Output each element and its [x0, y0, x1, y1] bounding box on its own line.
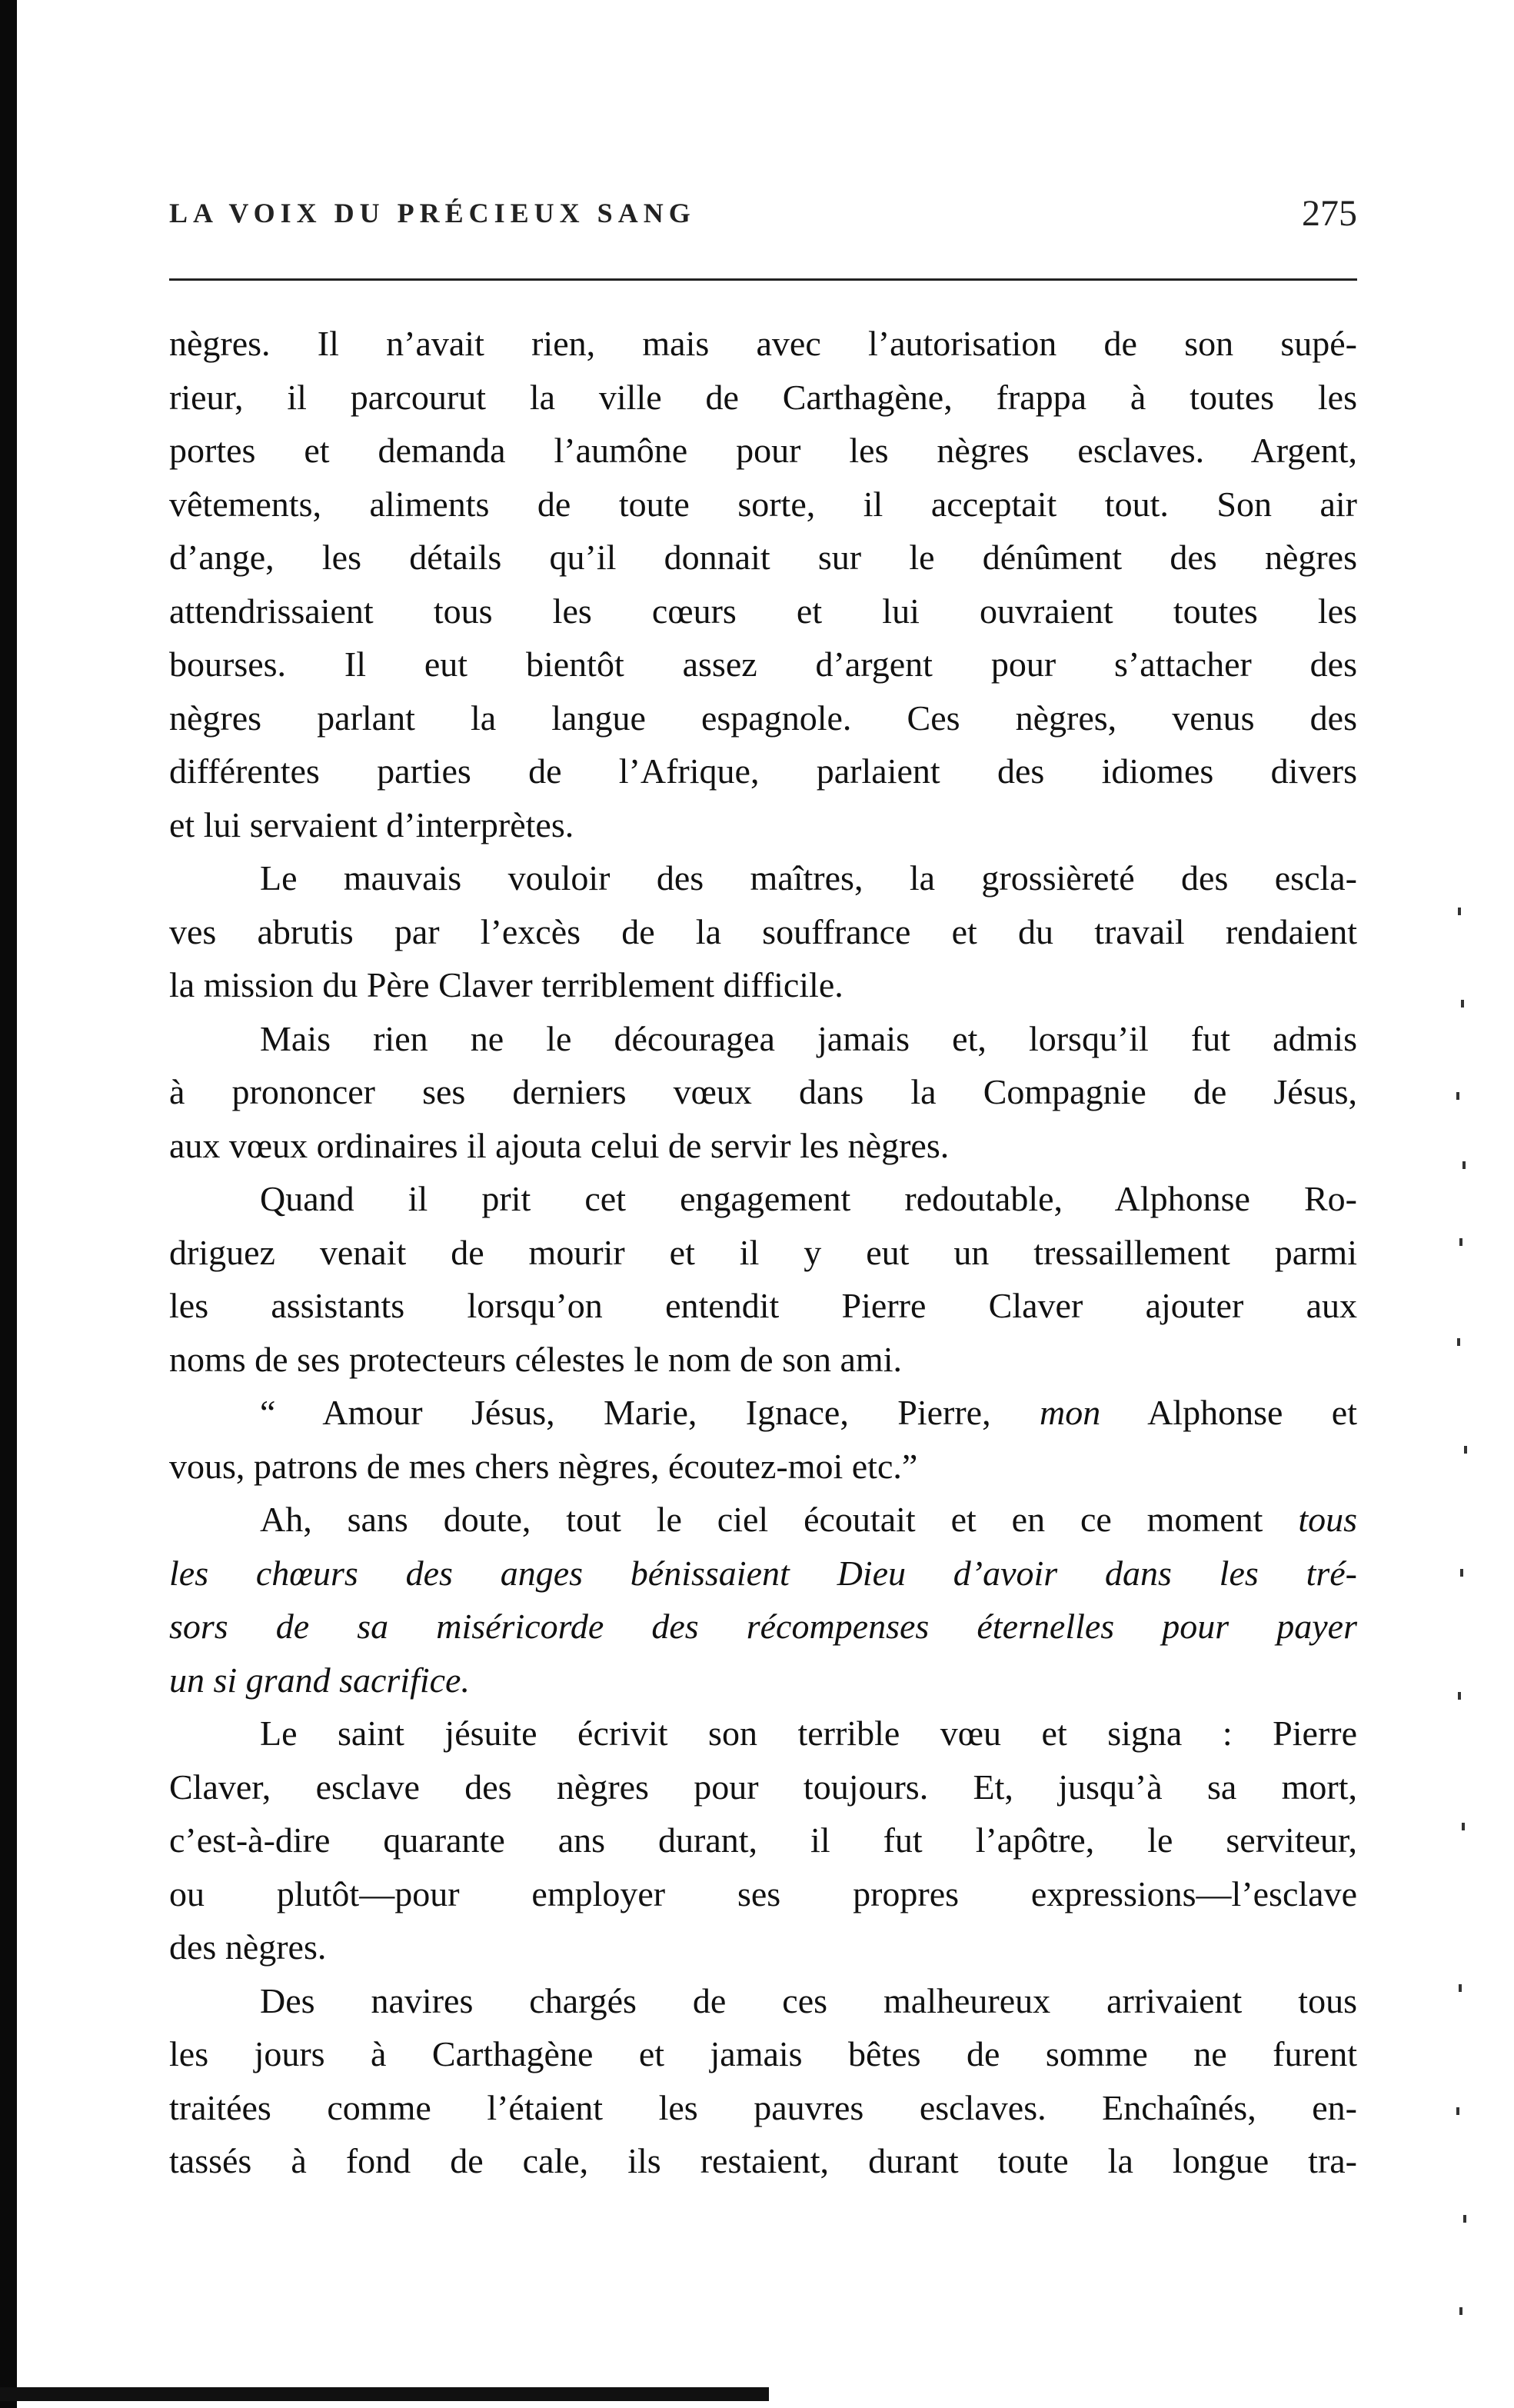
- text-line: [169, 1600, 1357, 1654]
- binding-edge: [0, 0, 17, 2408]
- italic-text: tous: [1298, 1500, 1357, 1539]
- text-line: driguez venait de mourir et il y eut un tressaillement parmi: [169, 1232, 1357, 1272]
- text-line: Le saint jésuite écrivit son terrible vœu et signa : Pierre: [260, 1714, 1357, 1753]
- running-title: LA VOIX DU PRÉCIEUX SANG: [169, 198, 696, 228]
- paragraph-6-italic: [169, 1493, 1357, 1707]
- scan-margin-specks: [1453, 908, 1484, 2369]
- text-line: attendrissaient tous les cœurs et lui ouvraient toutes les: [169, 591, 1357, 631]
- scan-speck: [1462, 1161, 1466, 1169]
- scan-speck: [1456, 2107, 1459, 2115]
- scan-speck: [1462, 1823, 1465, 1830]
- scan-speck: [1463, 2215, 1466, 2223]
- text-line: noms de ses protecteurs célestes le nom de son ami.: [169, 1339, 902, 1379]
- text-line: et lui servaient d’interprètes.: [169, 804, 574, 844]
- paragraph-4: [169, 1172, 1357, 1386]
- scan-speck: [1464, 1446, 1467, 1454]
- quote-text: “ Amour Jésus, Marie, Ignace, Pierre,: [260, 1393, 1040, 1432]
- scan-speck: [1459, 2307, 1462, 2315]
- scan-speck: [1460, 1569, 1463, 1577]
- book-page: [169, 192, 1358, 2180]
- text-line: les jours à Carthagène et jamais bêtes de somme ne furent: [169, 2034, 1357, 2073]
- text-line: [169, 1386, 1357, 1440]
- text-line: Mais rien ne le découragea jamais et, lorsqu’il fut admis: [260, 1018, 1357, 1058]
- text-line: traitées comme l’étaient les pauvres esclaves. Enchaînés, en-: [169, 2087, 1357, 2127]
- page-header: [169, 192, 1357, 241]
- text-line: c’est-à-dire quarante ans durant, il fut l’apôtre, le serviteur,: [169, 1820, 1357, 1860]
- quote-text: Alphonse et: [1100, 1393, 1358, 1432]
- scan-speck: [1459, 1238, 1462, 1246]
- text-line: ves abrutis par l’excès de la souffrance et du travail rendaient: [169, 911, 1357, 951]
- text-line: [169, 1654, 1357, 1707]
- text-line: ou plutôt—pour employer ses propres expressions—l’esclave: [169, 1873, 1357, 1913]
- scan-speck: [1461, 1000, 1464, 1007]
- text-line: tassés à fond de cale, ils restaient, durant toute la longue tra-: [169, 2141, 1357, 2180]
- text-line: nègres parlant la langue espagnole. Ces nègres, venus des: [169, 698, 1357, 738]
- text-line: nègres. Il n’avait rien, mais avec l’autorisation de son supé-: [169, 324, 1357, 363]
- text-line: [169, 1493, 1357, 1547]
- paragraph-3: [169, 1012, 1357, 1173]
- paragraph-1: [169, 317, 1357, 851]
- text-line: [169, 1547, 1357, 1600]
- paragraph-5-quote: [169, 1386, 1357, 1493]
- paragraph-7: [169, 1707, 1357, 1974]
- body-text: [169, 317, 1357, 2188]
- header-rule: [169, 278, 1357, 281]
- text-line: rieur, il parcourut la ville de Carthagène, frappa à toutes les: [169, 377, 1357, 417]
- italic-text: sors de sa miséricorde des récompenses éternelles pour payer: [169, 1607, 1357, 1646]
- scan-speck: [1458, 908, 1461, 915]
- text-line: Le mauvais vouloir des maîtres, la grossièreté des escla-: [260, 858, 1357, 898]
- paragraph-2: [169, 851, 1357, 1012]
- page-number: 275: [1302, 193, 1357, 234]
- italic-text: un si grand sacrifice.: [169, 1660, 470, 1700]
- text-line: portes et demanda l’aumône pour les nègres esclaves. Argent,: [169, 431, 1357, 470]
- text-line: Des navires chargés de ces malheureux arrivaient tous: [260, 1980, 1357, 2020]
- text-line: bourses. Il eut bientôt assez d’argent pour s’attacher des: [169, 644, 1357, 684]
- italic-word: mon: [1039, 1393, 1101, 1432]
- text-line: des nègres.: [169, 1927, 327, 1967]
- text-line: la mission du Père Claver terriblement difficile.: [169, 965, 844, 1004]
- italic-text: les chœurs des anges bénissaient Dieu d’avoir dans les tré-: [169, 1553, 1357, 1593]
- text-line: Claver, esclave des nègres pour toujours. Et, jusqu’à sa mort,: [169, 1767, 1357, 1807]
- text-line: Quand il prit cet engagement redoutable, Alphonse Ro-: [260, 1179, 1357, 1218]
- text-line: les assistants lorsqu’on entendit Pierre Claver ajouter aux: [169, 1286, 1357, 1325]
- scan-speck: [1459, 1984, 1462, 1992]
- text-line: vous, patrons de mes chers nègres, écoutez-moi etc.”: [169, 1446, 918, 1486]
- text-line: aux vœux ordinaires il ajouta celui de servir les nègres.: [169, 1125, 950, 1165]
- scan-speck: [1456, 1092, 1459, 1100]
- paragraph-8: [169, 1974, 1357, 2188]
- text-line: d’ange, les détails qu’il donnait sur le dénûment des nègres: [169, 538, 1357, 577]
- roman-lead: Ah, sans doute, tout le ciel écoutait et en ce moment: [260, 1500, 1299, 1539]
- scan-bottom-smudge: [0, 2387, 769, 2401]
- scan-speck: [1457, 1338, 1460, 1346]
- text-line: vêtements, aliments de toute sorte, il acceptait tout. Son air: [169, 484, 1357, 524]
- text-line: à prononcer ses derniers vœux dans la Compagnie de Jésus,: [169, 1072, 1357, 1111]
- text-line: différentes parties de l’Afrique, parlaient des idiomes divers: [169, 751, 1357, 791]
- scan-speck: [1458, 1692, 1461, 1700]
